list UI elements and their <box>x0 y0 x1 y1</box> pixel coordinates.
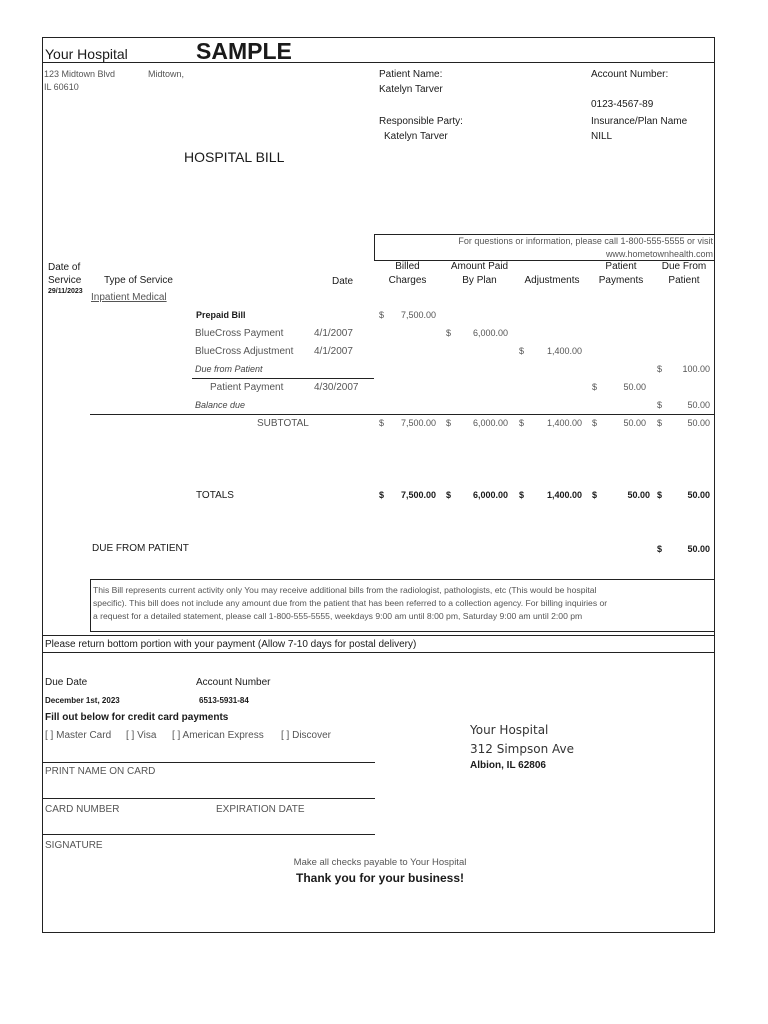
subtotal-billed-currency: $ <box>379 418 385 428</box>
insurance-name: NILL <box>591 131 613 142</box>
payee-street: 312 Simpson Ave <box>470 742 574 756</box>
subtotal-due-currency: $ <box>657 418 663 428</box>
account-number-label: Account Number: <box>591 69 669 80</box>
totals-adj-currency: $ <box>519 490 525 500</box>
due-from-patient-currency: $ <box>657 544 663 554</box>
prepaid-billed-currency: $ <box>379 310 385 320</box>
cc-mastercard-checkbox[interactable]: [ ] Master Card <box>45 730 112 741</box>
totals-paid: 6,000.00 <box>472 490 508 500</box>
totals-due-currency: $ <box>657 490 663 500</box>
patient-payment-value: 50.00 <box>623 382 646 392</box>
col-billed-2: Charges <box>388 275 427 286</box>
service-type: Inpatient Medical <box>91 292 167 303</box>
hospital-name: Your Hospital <box>45 46 128 62</box>
prepaid-label: Prepaid Bill <box>196 310 246 320</box>
card-number-line-top <box>42 798 375 799</box>
totals-billed-currency: $ <box>379 490 385 500</box>
checks-note: Make all checks payable to Your Hospital <box>293 857 467 868</box>
patient-name: Katelyn Tarver <box>379 84 443 95</box>
remit-account-label: Account Number <box>196 677 271 688</box>
cc-visa-checkbox[interactable]: [ ] Visa <box>126 730 157 741</box>
subtotal-label: SUBTOTAL <box>257 418 309 429</box>
print-name-field[interactable]: PRINT NAME ON CARD <box>45 766 156 777</box>
header-divider <box>42 62 715 63</box>
col-type: Type of Service <box>104 275 173 286</box>
totals-pp-currency: $ <box>592 490 598 500</box>
sample-watermark: SAMPLE <box>196 38 292 64</box>
info-line-2: www.hometownhealth.com <box>605 249 713 259</box>
bc-payment-label: BlueCross Payment <box>195 328 284 339</box>
bc-adjustment-label: BlueCross Adjustment <box>195 346 294 357</box>
balance-label: Balance due <box>195 400 246 410</box>
col-patient-pay-2: Payments <box>598 275 644 286</box>
balance-currency: $ <box>657 400 663 410</box>
col-patient-pay-1: Patient <box>605 261 637 272</box>
subtotal-paid-currency: $ <box>446 418 452 428</box>
due-patient-currency: $ <box>657 364 663 374</box>
address-city: Midtown, <box>148 69 185 79</box>
print-name-line-top <box>42 762 375 763</box>
due-from-patient-label: DUE FROM PATIENT <box>92 543 189 554</box>
col-adjustments: Adjustments <box>524 275 580 286</box>
totals-due: 50.00 <box>687 490 710 500</box>
subtotal-adj: 1,400.00 <box>546 418 582 428</box>
subtotal-pp-currency: $ <box>592 418 598 428</box>
col-paid-2: By Plan <box>462 275 497 286</box>
notice-line-2: specific). This bill does not include any amount due from the patient that has been referred to a collection agency. For billing inquiries or <box>93 598 608 608</box>
totals-pp: 50.00 <box>627 490 650 500</box>
col-billed-1: Billed <box>395 261 420 272</box>
items-divider <box>192 378 374 379</box>
cc-heading: Fill out below for credit card payments <box>45 712 229 723</box>
patient-name-label: Patient Name: <box>379 69 443 80</box>
responsible-party-label: Responsible Party: <box>379 116 463 127</box>
bc-adjustment-value: 1,400.00 <box>546 346 582 356</box>
balance-value: 50.00 <box>687 400 710 410</box>
col-due-2: Patient <box>668 275 700 286</box>
expiration-field[interactable]: EXPIRATION DATE <box>216 804 305 815</box>
col-date-of-2: Service <box>48 275 82 286</box>
address-state-zip: IL 60610 <box>44 82 79 92</box>
patient-payment-label: Patient Payment <box>210 382 284 393</box>
notice-line-3: a request for a detailed statement, please call 1-800-555-5555, weekdays 9:00 am until 8:00 pm, Saturday 9:00 am until 2:00 pm <box>93 611 583 621</box>
subtotal-adj-currency: $ <box>519 418 525 428</box>
prepaid-billed: 7,500.00 <box>400 310 436 320</box>
due-date-value: December 1st, 2023 <box>45 696 120 705</box>
bc-adjustment-currency: $ <box>519 346 525 356</box>
thank-you: Thank you for your business! <box>295 871 465 885</box>
payee-city: Albion, IL 62806 <box>470 760 546 771</box>
signature-line-top <box>42 834 375 835</box>
cc-discover-checkbox[interactable]: [ ] Discover <box>281 730 332 741</box>
due-date-label: Due Date <box>45 677 88 688</box>
payee-name: Your Hospital <box>470 723 549 737</box>
card-number-field[interactable]: CARD NUMBER <box>45 804 120 815</box>
subtotal-billed: 7,500.00 <box>400 418 436 428</box>
bc-adjustment-date: 4/1/2007 <box>314 346 353 357</box>
due-patient-label: Due from Patient <box>195 364 263 374</box>
col-date-of-1: Date of <box>48 262 81 273</box>
cc-amex-checkbox[interactable]: [ ] American Express <box>172 730 264 741</box>
signature-field[interactable]: SIGNATURE <box>45 840 103 851</box>
bc-payment-currency: $ <box>446 328 452 338</box>
service-date: 29/11/2023 <box>48 288 83 295</box>
due-from-patient-value: 50.00 <box>687 544 710 554</box>
bc-payment-date: 4/1/2007 <box>314 328 353 339</box>
address-street: 123 Midtown Blvd <box>44 69 116 79</box>
info-line-1: For questions or information, please call 1-800-555-5555 or visit <box>458 236 713 246</box>
col-due-1: Due From <box>661 261 707 272</box>
subtotal-divider <box>90 414 715 415</box>
return-divider-bottom <box>42 652 715 653</box>
subtotal-pp: 50.00 <box>623 418 646 428</box>
insurance-label: Insurance/Plan Name <box>591 116 688 127</box>
patient-payment-date: 4/30/2007 <box>314 382 359 393</box>
subtotal-due: 50.00 <box>687 418 710 428</box>
bill-title: HOSPITAL BILL <box>184 149 285 165</box>
due-patient-value: 100.00 <box>682 364 710 374</box>
totals-billed: 7,500.00 <box>400 490 436 500</box>
col-paid-1: Amount Paid <box>450 261 509 272</box>
subtotal-paid: 6,000.00 <box>472 418 508 428</box>
account-number: 0123-4567-89 <box>591 99 654 110</box>
remit-account-value: 6513-5931-84 <box>199 696 249 705</box>
patient-payment-currency: $ <box>592 382 598 392</box>
col-date: Date <box>332 276 354 287</box>
notice-line-1: This Bill represents current activity only You may receive additional bills from the radiologist, pathologists, etc (This would be hospital <box>93 585 597 595</box>
totals-label: TOTALS <box>196 490 234 501</box>
totals-adj: 1,400.00 <box>546 490 582 500</box>
return-divider-top <box>42 635 715 636</box>
responsible-party: Katelyn Tarver <box>384 131 448 142</box>
bc-payment-paid: 6,000.00 <box>472 328 508 338</box>
return-note: Please return bottom portion with your payment (Allow 7-10 days for postal delivery) <box>45 639 417 650</box>
totals-paid-currency: $ <box>446 490 452 500</box>
